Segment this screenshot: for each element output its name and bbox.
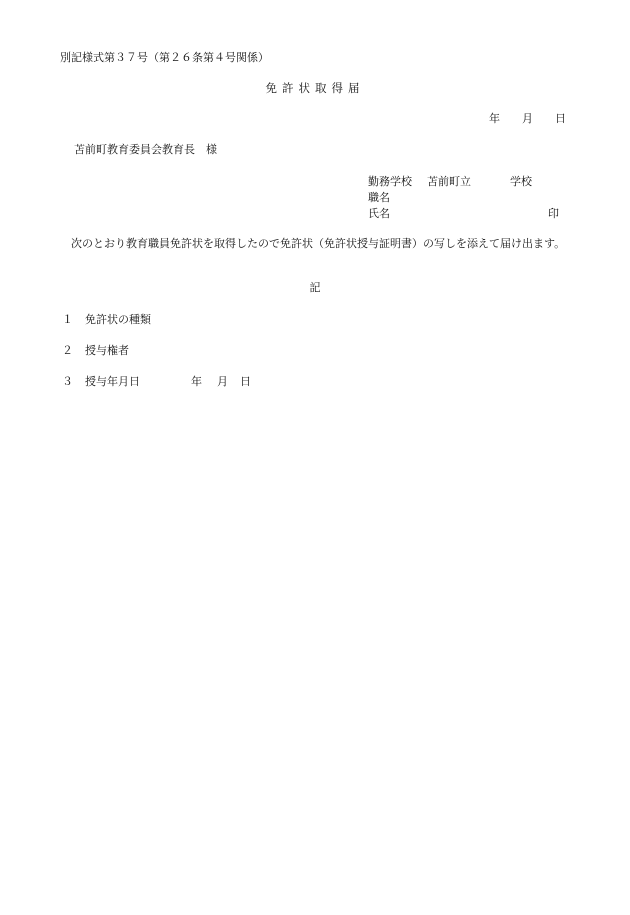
date-line [489, 112, 566, 126]
item-month-label: 月 [217, 375, 228, 388]
item-label: 免許状の種類 [85, 313, 151, 326]
item-label: 授与年月日 [85, 375, 140, 388]
sender-name-row [368, 206, 568, 222]
addressee: 苫前町教育委員会教育長 様 [74, 143, 217, 156]
school-label: 勤務学校 [368, 175, 412, 188]
list-item [62, 374, 462, 390]
school-suffix: 学校 [510, 175, 532, 188]
item-day-label: 日 [240, 375, 251, 388]
form-number: 別記様式第３７号（第２６条第４号関係） [60, 51, 269, 64]
sender-school-row [368, 174, 568, 190]
sender-block [368, 174, 568, 222]
item-year-label: 年 [191, 375, 202, 388]
body-text: 次のとおり教育職員免許状を取得したので免許状（免許状授与証明書）の写しを添えて届け出ます。 [71, 237, 566, 250]
document-title: 免許状取得届 [265, 81, 365, 95]
position-label: 職名 [368, 191, 390, 204]
date-month-label: 月 [522, 112, 533, 125]
item-number: １ [62, 313, 73, 326]
date-year-label: 年 [489, 112, 500, 125]
list-item [62, 343, 462, 359]
item-number: ３ [62, 375, 73, 388]
school-prefix: 苫前町立 [427, 175, 471, 188]
ki-heading: 記 [309, 281, 321, 294]
item-number: ２ [62, 344, 73, 357]
date-day-label: 日 [555, 112, 566, 125]
name-label: 氏名 [368, 207, 390, 220]
item-label: 授与権者 [85, 344, 129, 357]
sender-position-row [368, 190, 568, 206]
seal-mark: 印 [548, 207, 559, 220]
list-item [62, 312, 462, 328]
item-list [62, 312, 462, 405]
